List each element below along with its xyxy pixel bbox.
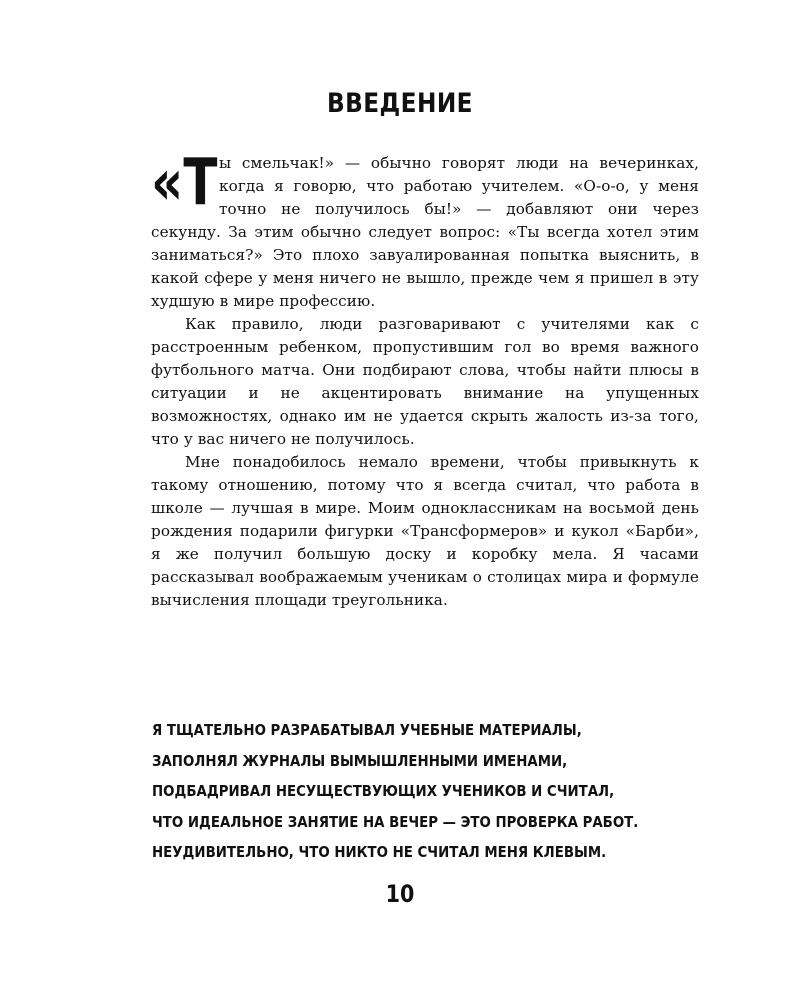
pull-quote: [152, 715, 712, 868]
pull-quote-line: НЕУДИВИТЕЛЬНО, ЧТО НИКТО НЕ СЧИТАЛ МЕНЯ КЛЕВЫМ.: [152, 843, 607, 861]
drop-cap: «Т: [151, 146, 218, 220]
paragraph-3: Мне понадобилось немало времени, чтобы привыкнуть к такому отношению, потому что я всегда считал, что работа в школе — лучшая в мире. Моим одноклассникам на восьмой день рождения подарили фигурки «Трансформеров» и кукол «Барби», я же получил большую доску и коробку мела. Я часами рассказывал воображаемым ученикам о столицах мира и формуле вычисления площади треугольника.: [151, 453, 699, 609]
paragraph-2: Как правило, люди разговаривают с учителями как с расстроенным ребенком, пропустившим гол во время важного футбольного матча. Они подбирают слова, чтобы найти плюсы в ситуации и не акцентировать внимание на упущенных возможностях, однако им не удается скрыть жалость из-за того, что у вас ничего не получилось.: [151, 315, 699, 448]
pull-quote-line: Я ТЩАТЕЛЬНО РАЗРАБАТЫВАЛ УЧЕБНЫЕ МАТЕРИАЛЫ,: [152, 721, 582, 739]
body-text: [151, 146, 699, 612]
pull-quote-line: ЗАПОЛНЯЛ ЖУРНАЛЫ ВЫМЫШЛЕННЫМИ ИМЕНАМИ,: [152, 751, 568, 770]
page-number: 10: [385, 880, 415, 908]
paragraph-1-text: ы смельчак!» — обычно говорят люди на вечеринках, когда я говорю, что работаю учителем. «О-о-о, у меня точно не получилось бы!» — добавляют они через секунду. За этим обычно следует вопрос: «Ты всегда хотел этим заниматься?» Это плохо завуалированная попытка выяснить, в какой сфере у меня ничего не вышло, прежде чем я пришел в эту худшую в мире профессию.: [151, 154, 699, 310]
pull-quote-line: ПОДБАДРИВАЛ НЕСУЩЕСТВУЮЩИХ УЧЕНИКОВ И СЧИТАЛ,: [152, 782, 615, 800]
pull-quote-line: ЧТО ИДЕАЛЬНОЕ ЗАНЯТИЕ НА ВЕЧЕР — ЭТО ПРОВЕРКА РАБОТ.: [152, 812, 639, 831]
chapter-title: ВВЕДЕНИЕ: [327, 88, 473, 119]
paragraph-1: [151, 146, 699, 313]
